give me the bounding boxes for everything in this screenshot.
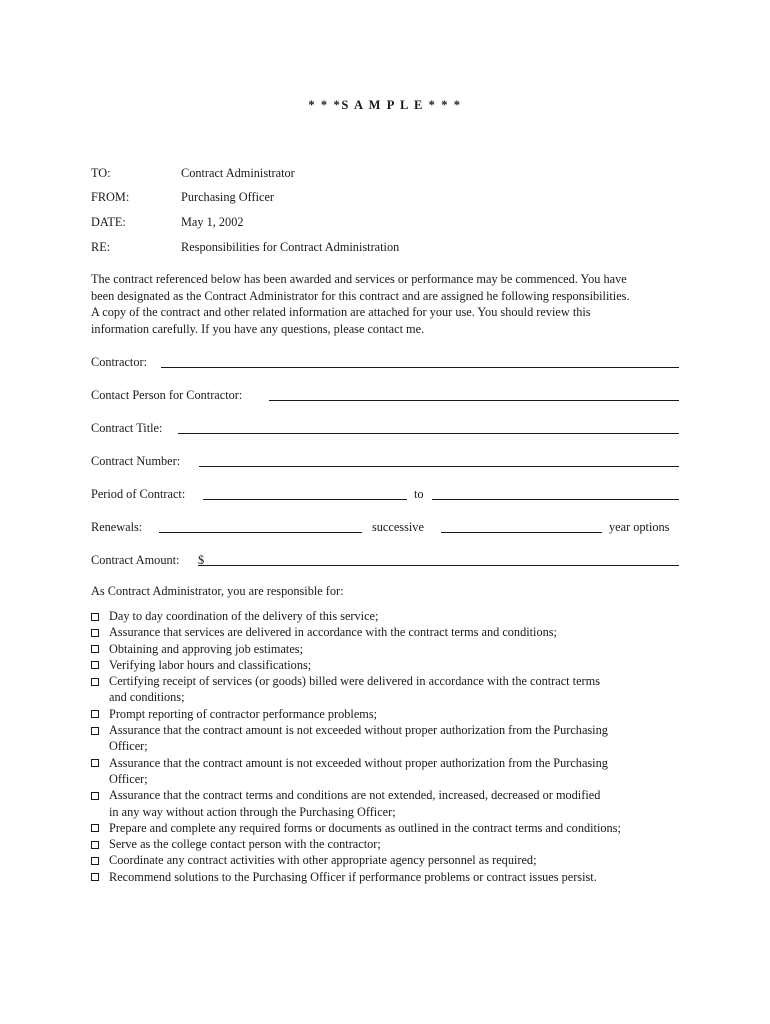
contract-title-field xyxy=(91,420,681,436)
intro-line: The contract referenced below has been awarded and services or performance may be commenced. You have xyxy=(91,272,627,286)
checkbox-icon xyxy=(91,792,99,800)
list-item: Certifying receipt of services (or goods) billed were delivered in accordance with the contract terms and conditions; xyxy=(91,673,711,706)
list-item: Day to day coordination of the delivery of this service; xyxy=(91,608,711,624)
period-of-contract-label: Period of Contract: xyxy=(91,487,186,501)
checkbox-icon xyxy=(91,645,99,653)
checkbox-icon xyxy=(91,629,99,637)
renewals-count-blank[interactable] xyxy=(159,532,362,533)
period-of-contract-field xyxy=(91,486,681,502)
contract-amount-label: Contract Amount: xyxy=(91,553,180,567)
contractor-label: Contractor: xyxy=(91,355,148,369)
intro-line: information carefully. If you have any questions, please contact me. xyxy=(91,321,425,336)
memo-date-label: DATE: xyxy=(91,215,126,229)
checkbox-icon xyxy=(91,857,99,865)
contact-person-blank[interactable] xyxy=(269,400,679,401)
list-item: Assurance that the contract amount is not exceeded without proper authorization from the Purchasing Officer; xyxy=(91,722,711,755)
checkbox-icon xyxy=(91,873,99,881)
checkbox-icon xyxy=(91,824,99,832)
contact-person-label: Contact Person for Contractor: xyxy=(91,388,243,402)
contract-amount-field xyxy=(91,552,681,568)
list-item: Prepare and complete any required forms or documents as outlined in the contract terms and conditions; xyxy=(91,820,711,836)
intro-paragraph xyxy=(91,271,711,337)
dollar-sign: $ xyxy=(198,553,205,567)
list-item: Serve as the college contact person with the contractor; xyxy=(91,836,711,852)
memo-from-label: FROM: xyxy=(91,190,130,204)
list-item: Assurance that the contract amount is not exceeded without proper authorization from the Purchasing Officer; xyxy=(91,755,711,788)
contract-title-blank[interactable] xyxy=(178,433,679,434)
list-item: Recommend solutions to the Purchasing Officer if performance problems or contract issues persist. xyxy=(91,869,711,885)
contractor-field xyxy=(91,354,681,370)
checkbox-icon xyxy=(91,759,99,767)
contract-number-blank[interactable] xyxy=(199,466,679,467)
responsibilities-list xyxy=(91,608,711,885)
intro-line: been designated as the Contract Administrator for this contract and are assigned he following responsibilities. xyxy=(91,288,630,303)
list-item: Assurance that services are delivered in accordance with the contract terms and conditions; xyxy=(91,624,711,640)
list-item: Verifying labor hours and classifications; xyxy=(91,657,711,673)
checkbox-icon xyxy=(91,613,99,621)
period-end-blank[interactable] xyxy=(432,499,679,500)
checkbox-icon xyxy=(91,841,99,849)
renewals-successive-text: successive xyxy=(372,520,424,534)
contact-person-field xyxy=(91,387,681,403)
renewals-label: Renewals: xyxy=(91,520,143,534)
renewals-field xyxy=(91,519,681,535)
list-item: Prompt reporting of contractor performance problems; xyxy=(91,706,711,722)
renewals-year-options-text: year options xyxy=(609,520,670,534)
period-to-text: to xyxy=(414,487,424,501)
memo-to-value: Contract Administrator xyxy=(181,166,295,180)
memo-re-label: RE: xyxy=(91,240,111,254)
checkbox-icon xyxy=(91,661,99,669)
memo-from-value: Purchasing Officer xyxy=(181,190,274,204)
sample-title: * * *S A M P L E * * * xyxy=(308,98,462,112)
contract-title-label: Contract Title: xyxy=(91,421,163,435)
list-item: Assurance that the contract terms and conditions are not extended, increased, decreased or modified in any way without action through the Purchasing Officer; xyxy=(91,787,711,820)
list-item: Coordinate any contract activities with other appropriate agency personnel as required; xyxy=(91,852,711,868)
period-start-blank[interactable] xyxy=(203,499,407,500)
checkbox-icon xyxy=(91,710,99,718)
contract-number-field xyxy=(91,453,681,469)
contract-amount-blank[interactable] xyxy=(198,565,679,566)
list-item: Obtaining and approving job estimates; xyxy=(91,641,711,657)
memo-date-value: May 1, 2002 xyxy=(181,215,244,229)
memo-re-value: Responsibilities for Contract Administration xyxy=(181,240,400,254)
checkbox-icon xyxy=(91,727,99,735)
intro-line: A copy of the contract and other related information are attached for your use. You should review this xyxy=(91,305,591,319)
responsibilities-heading: As Contract Administrator, you are responsible for: xyxy=(91,584,344,598)
memo-to-label: TO: xyxy=(91,166,111,180)
renewals-years-blank[interactable] xyxy=(441,532,602,533)
contractor-blank[interactable] xyxy=(161,367,679,368)
contract-number-label: Contract Number: xyxy=(91,454,181,468)
checkbox-icon xyxy=(91,678,99,686)
